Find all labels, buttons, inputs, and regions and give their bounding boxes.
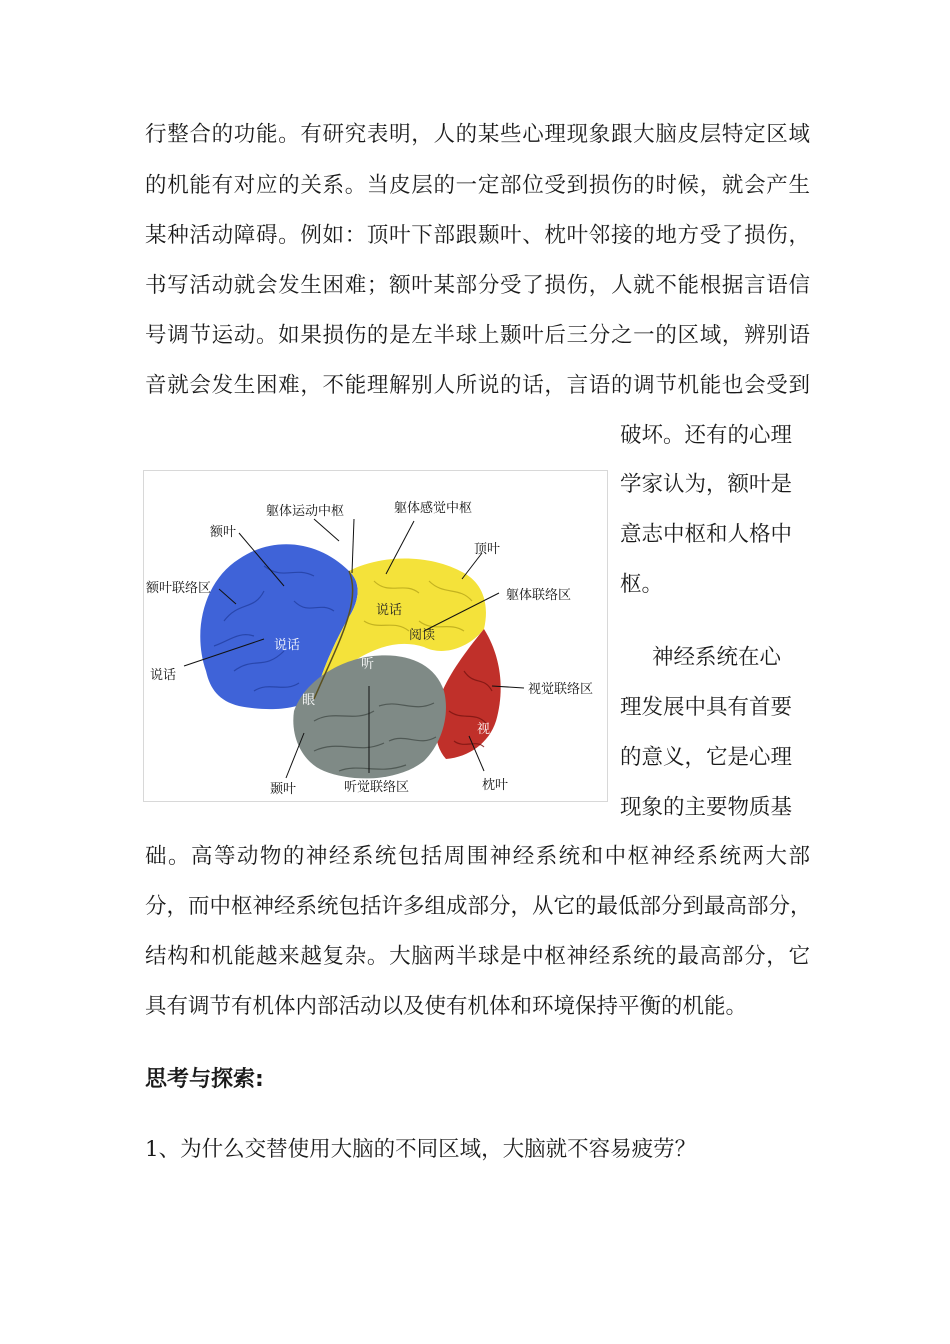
body-text-line: 行整合的功能。有研究表明，人的某些心理现象跟大脑皮层特定区域 [145, 122, 810, 147]
label-frontal: 额叶 [210, 525, 237, 540]
body-text-line: 书写活动就会发生困难；额叶某部分受了损伤，人就不能根据言语信 [145, 273, 810, 298]
label-auditory-association: 听觉联络区 [344, 780, 410, 795]
label-reading: 阅读 [409, 628, 436, 643]
label-vision: 视 [477, 722, 491, 737]
body-text-line: 某种活动障碍。例如：顶叶下部跟颞叶、枕叶邻接的地方受了损伤， [145, 223, 810, 248]
side-text-line: 枢。 [620, 572, 664, 597]
question-item: 1、为什么交替使用大脑的不同区域，大脑就不容易疲劳？ [145, 1137, 697, 1162]
brain-diagram [143, 470, 608, 802]
label-motor-center: 躯体运动中枢 [266, 504, 345, 519]
side-text-line: 意志中枢和人格中 [620, 522, 793, 547]
side-text-line: 学家认为，额叶是 [620, 472, 793, 497]
label-sensory-center: 躯体感觉中枢 [394, 501, 473, 516]
side-text-line: 破坏。还有的心理 [620, 423, 793, 448]
body-text-line: 具有调节有机体内部活动以及使有机体和环境保持平衡的机能。 [145, 994, 748, 1019]
label-hearing: 听 [361, 657, 375, 672]
side-text-line: 的意义，它是心理 [620, 745, 793, 770]
label-speech-inner-2: 说话 [274, 638, 301, 653]
body-text-line: 号调节运动。如果损伤的是左半球上颞叶后三分之一的区域，辨别语 [145, 323, 810, 348]
side-text-line: 理发展中具有首要 [620, 695, 793, 720]
body-text-line: 分，而中枢神经系统包括许多组成部分，从它的最低部分到最高部分， [145, 894, 812, 919]
label-speech-inner: 说话 [376, 603, 403, 618]
body-text-line: 的机能有对应的关系。当皮层的一定部位受到损伤的时候，就会产生 [145, 173, 810, 198]
label-visual-association: 视觉联络区 [528, 682, 594, 697]
label-temporal: 颞叶 [270, 782, 297, 797]
label-occipital: 枕叶 [482, 778, 509, 793]
brain-diagram-svg [144, 471, 607, 801]
side-text-line: 现象的主要物质基 [620, 795, 793, 820]
label-speech-outer: 说话 [150, 668, 177, 683]
label-parietal: 顶叶 [474, 542, 501, 557]
body-text-line: 音就会发生困难，不能理解别人所说的话，言语的调节机能也会受到 [145, 373, 810, 398]
side-text-line: 神经系统在心 [652, 645, 782, 670]
section-heading: 思考与探索: [145, 1067, 264, 1092]
body-text-line: 础。高等动物的神经系统包括周围神经系统和中枢神经系统两大部 [145, 844, 810, 869]
label-somatic-association: 躯体联络区 [506, 588, 572, 603]
label-frontal-association: 额叶联络区 [146, 581, 212, 596]
label-eye: 眼 [302, 693, 316, 708]
body-text-line: 结构和机能越来越复杂。大脑两半球是中枢神经系统的最高部分，它 [145, 944, 810, 969]
